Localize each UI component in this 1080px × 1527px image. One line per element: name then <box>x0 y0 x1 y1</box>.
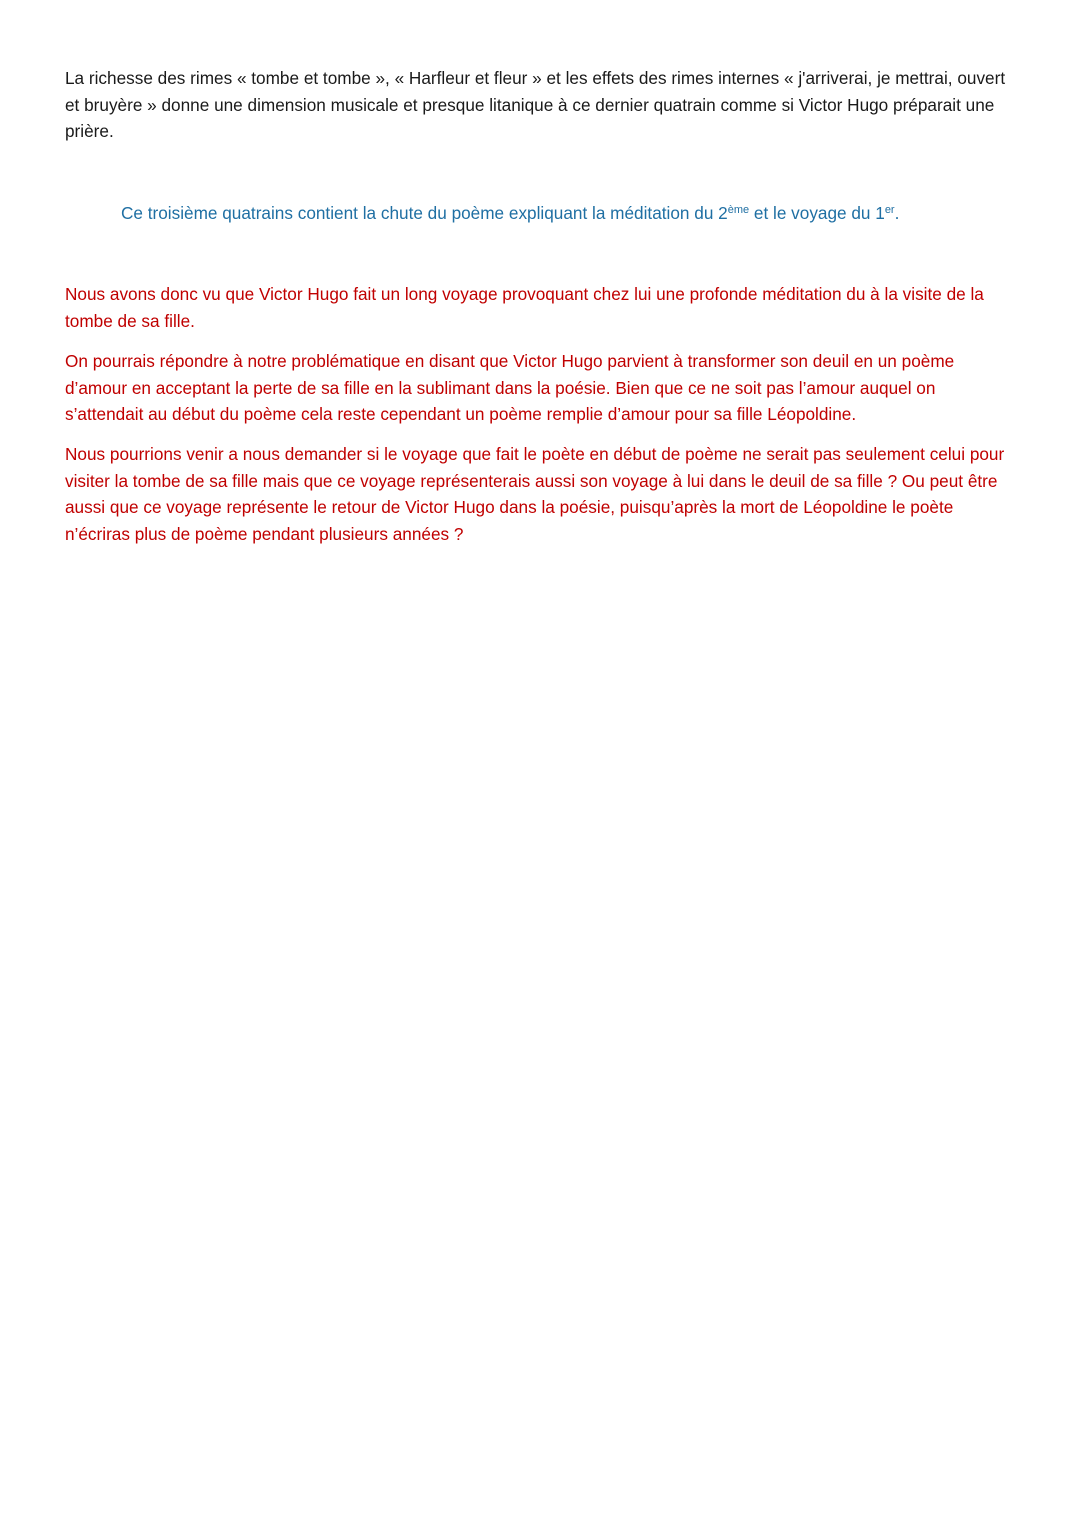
quatrain-summary-sup2: er <box>884 204 895 216</box>
conclusion-paragraph-1: Nous avons donc vu que Victor Hugo fait un long voyage provoquant chez lui une profonde méditation du à la visite de la tombe de sa fille. <box>65 284 984 331</box>
quatrain-summary-part1: Ce troisième quatrains contient la chute du poème expliquant la méditation du 2 <box>121 203 728 223</box>
quatrain-summary-sup1: ème <box>727 204 750 216</box>
quatrain-summary-part3: . <box>894 203 900 223</box>
conclusion-paragraph-2: On pourrais répondre à notre problématique en disant que Victor Hugo parvient à transformer son deuil en un poème d’amour en acceptant la perte de sa fille en la sublimant dans la poésie. Bien que ce ne soit pas l’amour auquel on s’attendait au début du poème cela reste cependant un poème remplie d’amour pour sa fille Léopoldine. <box>65 351 955 425</box>
intro-paragraph: La richesse des rimes « tombe et tombe », « Harfleur et fleur » et les effets des rimes internes « j'arriverai, je mettrai, ouvert et bruyère » donne une dimension musicale et presque litanique à ce dernier quatrain comme si Victor Hugo préparait une prière. <box>65 68 1006 142</box>
quatrain-summary-line <box>121 200 1021 227</box>
quatrain-summary-part2: et le voyage du 1 <box>749 203 885 223</box>
conclusion-paragraph-3: Nous pourrions venir a nous demander si le voyage que fait le poète en début de poème ne serait pas seulement celui pour visiter la tombe de sa fille mais que ce voyage représenterais aussi son voyage à lui dans le deuil de sa fille ? Ou peut être aussi que ce voyage représente le retour de Victor Hugo dans la poésie, puisqu’après la mort de Léopoldine le poète n’écriras plus de poème pendant plusieurs années ? <box>65 444 1005 544</box>
